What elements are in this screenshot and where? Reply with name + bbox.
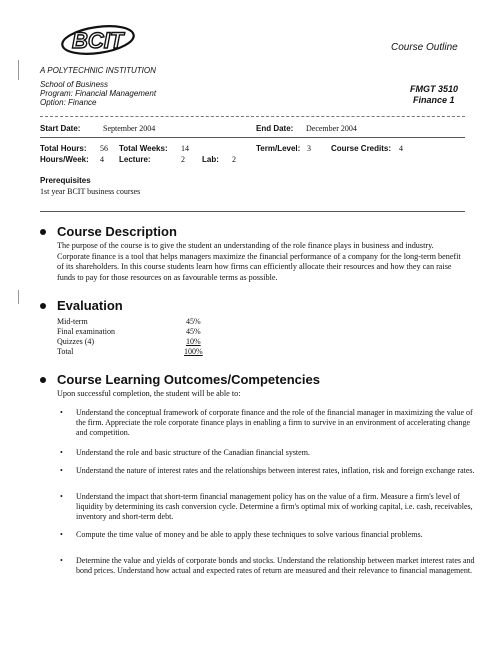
section-heading-description xyxy=(40,224,177,239)
bullet-icon: • xyxy=(60,448,63,457)
option: Option: Finance xyxy=(40,98,97,107)
bullet-icon xyxy=(40,303,46,309)
total-weeks-label: Total Weeks: xyxy=(119,144,168,153)
evaluation-weight: 45% xyxy=(186,327,201,336)
logo-text: BCIT xyxy=(72,28,124,53)
outcome-item: Compute the time value of money and be able to apply these techniques to solve various financial problems. xyxy=(76,530,423,539)
institution-tagline: A POLYTECHNIC INSTITUTION xyxy=(40,66,156,75)
prerequisites-value: 1st year BCIT business courses xyxy=(40,187,141,196)
outcomes-intro: Upon successful completion, the student will be able to: xyxy=(57,389,241,398)
margin-mark xyxy=(18,290,19,304)
lecture-label: Lecture: xyxy=(119,155,151,164)
margin-mark xyxy=(18,60,19,80)
section-title: Evaluation xyxy=(57,298,123,313)
outcome-item: Understand the impact that short-term financial management policy has on the value of a firm. Measure a firm's level of liquidity by determining its cash conversion cycle. Determine a firm's optimal mix of working capital, i.e. cash, receivables, inventory and short-term debt. xyxy=(76,492,473,522)
evaluation-item: Quizzes (4) xyxy=(57,337,95,346)
program: Program: Financial Management xyxy=(40,89,157,98)
start-date-value: September 2004 xyxy=(103,124,156,133)
course-name: Finance 1 xyxy=(413,95,455,105)
end-date-value: December 2004 xyxy=(306,124,357,133)
bullet-icon: • xyxy=(60,530,63,539)
term-level-value: 3 xyxy=(307,144,311,153)
start-date-label: Start Date: xyxy=(40,124,81,133)
total-weeks-value: 14 xyxy=(181,144,189,153)
bcit-logo xyxy=(58,22,140,62)
divider xyxy=(40,211,465,212)
divider xyxy=(40,137,465,138)
bullet-icon xyxy=(40,229,46,235)
bullet-icon: • xyxy=(60,408,63,417)
outcome-item: Understand the conceptual framework of corporate finance and the role of the financial manager in maximizing the value of the firm. Appreciate the role corporate finance plays in enabling a firm to survive in an environment of accelerating change and competition. xyxy=(76,408,473,438)
bullet-icon: • xyxy=(60,492,63,501)
description-text: The purpose of the course is to give the student an understanding of the role finance plays in business and industry. Corporate finance is a tool that helps managers maximize the financial performance of a company for the long-term benefit of its shareholders. In this course students learn how firms can efficiently allocate their resources and how they can raise funds to pay for those resources on as favourable terms as possible. xyxy=(57,241,461,282)
total-hours-value: 56 xyxy=(100,144,108,153)
bullet-icon xyxy=(40,377,46,383)
total-hours-label: Total Hours: xyxy=(40,144,87,153)
section-heading-evaluation xyxy=(40,298,123,313)
bullet-icon: • xyxy=(60,556,63,565)
course-credits-value: 4 xyxy=(399,144,403,153)
lab-label: Lab: xyxy=(202,155,219,164)
outcome-item: Determine the value and yields of corporate bonds and stocks. Understand the relationship between market interest rates and bond prices. Understand how actual and expected rates of return are measured and their relevance to financial management. xyxy=(76,556,475,576)
section-title: Course Learning Outcomes/Competencies xyxy=(57,372,320,387)
term-level-label: Term/Level: xyxy=(256,144,301,153)
evaluation-weight: 45% xyxy=(186,317,201,326)
evaluation-item: Mid-term xyxy=(57,317,88,326)
divider xyxy=(40,116,465,117)
outcome-item: Understand the nature of interest rates and the relationships between interest rates, inflation, risk and foreign exchange rates. xyxy=(76,466,475,475)
course-code: FMGT 3510 xyxy=(410,84,459,94)
course-credits-label: Course Credits: xyxy=(331,144,392,153)
section-title: Course Description xyxy=(57,224,177,239)
prerequisites-label: Prerequisites xyxy=(40,176,91,185)
hours-week-value: 4 xyxy=(100,155,104,164)
doc-type: Course Outline xyxy=(391,42,458,53)
evaluation-weight: 10% xyxy=(186,337,201,346)
hours-week-label: Hours/Week: xyxy=(40,155,89,164)
end-date-label: End Date: xyxy=(256,124,294,133)
lab-value: 2 xyxy=(232,155,236,164)
evaluation-item: Final examination xyxy=(57,327,115,336)
school: School of Business xyxy=(40,80,109,89)
outcome-item: Understand the role and basic structure of the Canadian financial system. xyxy=(76,448,310,457)
lecture-value: 2 xyxy=(181,155,185,164)
bullet-icon: • xyxy=(60,466,63,475)
section-heading-outcomes xyxy=(40,372,320,387)
evaluation-weight: 100% xyxy=(184,347,203,356)
evaluation-item: Total xyxy=(57,347,74,356)
